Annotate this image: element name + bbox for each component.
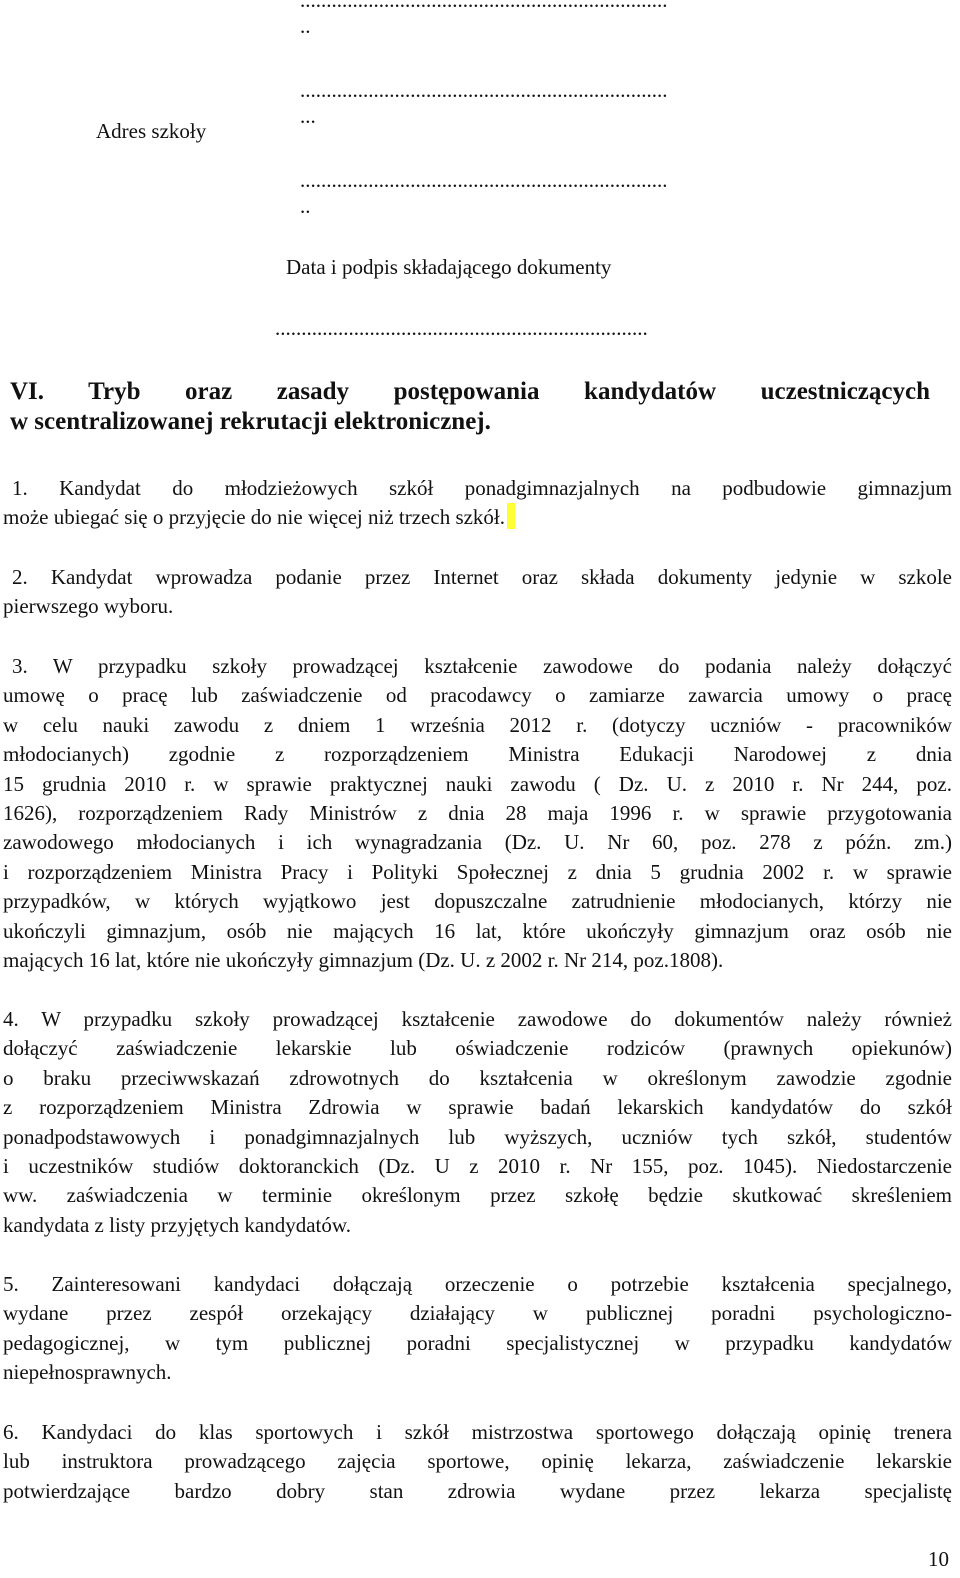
paragraph-3-line-7: zawodowego młodocianych i ich wynagradzania (Dz. U. Nr 60, poz. 278 z późn. zm.) (3, 830, 952, 855)
paragraph-3-line-4: młodocianych) zgodnie z rozporządzeniem Ministra Edukacji Narodowej z dnia (3, 742, 952, 767)
paragraph-4 (3, 1005, 952, 1240)
paragraph-3-line-9: przypadków, w których wyjątkowo jest dopuszczalne zatrudnienie młodocianych, którzy nie (3, 889, 952, 914)
paragraph-2-line-1: 2. Kandydat wprowadza podanie przez Internet oraz składa dokumenty jedynie w szkole (12, 565, 952, 589)
address-line-3: ...................................................................... (300, 168, 668, 192)
address-line-2: ...................................................................... (300, 78, 668, 102)
paragraph-3 (3, 652, 952, 975)
paragraph-1 (3, 474, 952, 533)
paragraph-2-line-2: pierwszego wyboru. (3, 594, 174, 619)
paragraph-1-line-2: może ubiegać się o przyjęcie do nie więcej niż trzech szkół. (3, 503, 952, 532)
paragraph-3-line-6: 1626), rozporządzeniem Rady Ministrów z dnia 28 maja 1996 r. w sprawie przygotowania (3, 801, 952, 826)
paragraph-3-line-3: w celu nauki zawodu z dniem 1 września 2012 r. (dotyczy uczniów - pracowników (3, 712, 952, 737)
paragraph-5-line-3: pedagogicznej, w tym publicznej poradni specjalistycznej w przypadku kandydatów (3, 1330, 952, 1355)
paragraph-2 (3, 563, 952, 622)
paragraph-4-line-8: kandydata z listy przyjętych kandydatów. (3, 1212, 351, 1237)
paragraph-5 (3, 1270, 952, 1388)
address-line-2-tail: ... (300, 104, 316, 128)
paragraph-3-line-5: 15 grudnia 2010 r. w sprawie praktycznej nauki zawodu ( Dz. U. z 2010 r. Nr 244, poz. (3, 771, 952, 796)
address-label: Adres szkoły (96, 119, 207, 143)
signature-line: ....................................................................... (275, 316, 648, 340)
paragraph-6 (3, 1418, 952, 1506)
paragraph-3-line-8: i rozporządzeniem Ministra Pracy i Polityki Społecznej z dnia 5 grudnia 2002 r. w sprawie (3, 859, 952, 884)
highlight-marker (507, 503, 515, 529)
paragraph-5-line-2: wydane przez zespół orzekający działający w publicznej poradni psychologiczno- (3, 1301, 952, 1326)
address-line-1-tail: .. (300, 14, 311, 38)
paragraph-6-line-2: lub instruktora prowadzącego zajęcia sportowe, opinię lekarza, zaświadczenie lekarskie (3, 1449, 952, 1474)
paragraph-4-line-6: i uczestników studiów doktoranckich (Dz. U z 2010 r. Nr 155, poz. 1045). Niedostarczenie (3, 1154, 952, 1179)
paragraph-6-line-3: potwierdzające bardzo dobry stan zdrowia wydane przez lekarza specjalistę (3, 1478, 952, 1503)
paragraph-4-line-2: dołączyć zaświadczenie lekarskie lub oświadczenie rodziców (prawnych opiekunów) (3, 1036, 952, 1061)
paragraph-3-line-2: umowę o pracę lub zaświadczenie od pracodawcy o zamiarze zawarcia umowy o pracę (3, 683, 952, 708)
page-number: 10 (928, 1547, 949, 1571)
signature-label: Data i podpis składającego dokumenty (286, 255, 612, 279)
paragraph-3-line-10: ukończyli gimnazjum, osób nie mających 16 lat, które ukończyły gimnazjum oraz osób nie (3, 918, 952, 943)
paragraph-4-line-3: o braku przeciwwskazań zdrowotnych do kształcenia w określonym zawodzie zgodnie (3, 1065, 952, 1090)
section-heading-line-1: VI. Tryb oraz zasady postępowania kandydatów uczestniczących (10, 378, 930, 405)
address-line-1: ...................................................................... (300, 0, 668, 12)
paragraph-4-line-5: ponadpodstawowych i ponadgimnazjalnych lub wyższych, uczniów tych szkół, studentów (3, 1124, 952, 1149)
section-heading-line-2: w scentralizowanej rekrutacji elektronicznej. (10, 408, 491, 435)
paragraph-4-line-7: ww. zaświadczenia w terminie określonym przez szkołę będzie skutkować skreśleniem (3, 1183, 952, 1208)
paragraph-4-line-1: 4. W przypadku szkoły prowadzącej kształcenie zawodowe do dokumentów należy również (3, 1007, 952, 1031)
paragraph-6-line-1: 6. Kandydaci do klas sportowych i szkół mistrzostwa sportowego dołączają opinię trenera (3, 1420, 952, 1444)
paragraph-4-line-4: z rozporządzeniem Ministra Zdrowia w sprawie badań lekarskich kandydatów do szkół (3, 1095, 952, 1120)
section-heading (10, 377, 930, 437)
paragraph-5-line-4: niepełnosprawnych. (3, 1360, 172, 1385)
paragraph-3-line-11: mających 16 lat, które nie ukończyły gimnazjum (Dz. U. z 2002 r. Nr 214, poz.1808). (3, 948, 724, 973)
paragraph-1-line-1: 1. Kandydat do młodzieżowych szkół ponadgimnazjalnych na podbudowie gimnazjum (12, 476, 952, 500)
paragraph-3-line-1: 3. W przypadku szkoły prowadzącej kształcenie zawodowe do podania należy dołączyć (12, 654, 952, 678)
paragraph-5-line-1: 5. Zainteresowani kandydaci dołączają orzeczenie o potrzebie kształcenia specjalnego, (3, 1272, 952, 1296)
address-line-3-tail: .. (300, 194, 311, 218)
